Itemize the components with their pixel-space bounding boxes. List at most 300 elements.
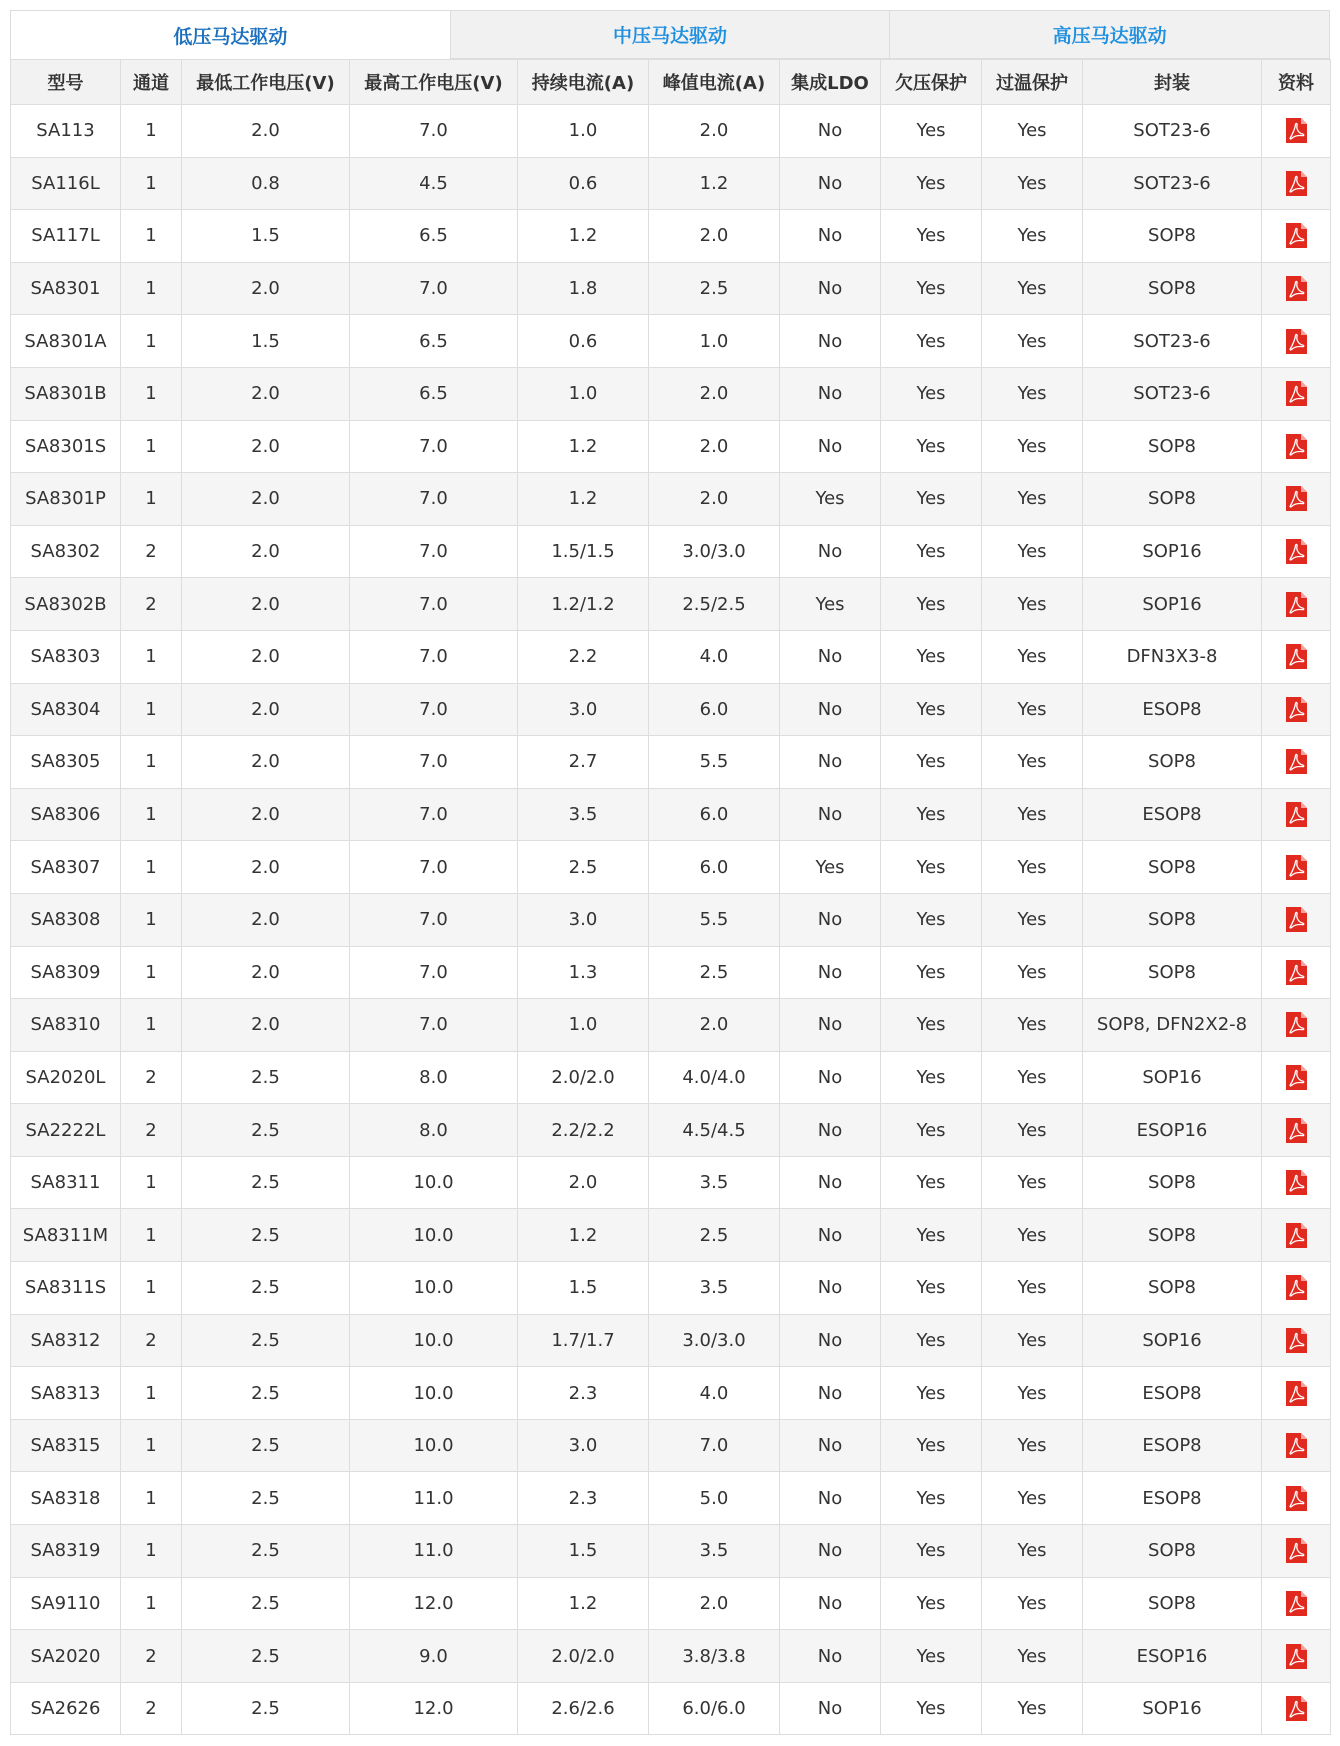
cell-channels: 1 [121,841,182,894]
cell-channels: 1 [121,420,182,473]
cell-thermal-protection: Yes [982,157,1083,210]
cell-peak-current: 6.0/6.0 [649,1682,780,1735]
cell-continuous-current: 3.0 [518,893,649,946]
table-body [11,105,1331,1735]
cell-model: SA8304 [11,683,121,736]
table-row [11,788,1331,841]
cell-uvlo: Yes [881,473,982,526]
cell-channels: 1 [121,262,182,315]
cell-channels: 1 [121,1525,182,1578]
table-row [11,1156,1331,1209]
cell-max-voltage: 7.0 [350,105,518,158]
cell-model: SA8311 [11,1156,121,1209]
pdf-icon[interactable] [1283,801,1310,828]
cell-continuous-current: 1.2 [518,420,649,473]
cell-thermal-protection: Yes [982,1682,1083,1735]
cell-channels: 1 [121,315,182,368]
pdf-icon[interactable] [1283,1011,1310,1038]
cell-thermal-protection: Yes [982,1577,1083,1630]
cell-max-voltage: 7.0 [350,736,518,789]
cell-datasheet [1262,1367,1331,1420]
cell-package: ESOP16 [1083,1630,1262,1683]
cell-peak-current: 3.0/3.0 [649,1314,780,1367]
cell-package: SOP8 [1083,1525,1262,1578]
cell-model: SA8302B [11,578,121,631]
pdf-icon[interactable] [1283,959,1310,986]
cell-continuous-current: 2.0/2.0 [518,1630,649,1683]
cell-integrated-ldo: No [780,210,881,263]
cell-uvlo: Yes [881,578,982,631]
cell-model: SA8301A [11,315,121,368]
cell-channels: 1 [121,999,182,1052]
cell-channels: 1 [121,946,182,999]
pdf-icon[interactable] [1283,906,1310,933]
cell-continuous-current: 2.2/2.2 [518,1104,649,1157]
cell-package: ESOP8 [1083,1419,1262,1472]
cell-integrated-ldo: Yes [780,473,881,526]
cell-continuous-current: 2.0/2.0 [518,1051,649,1104]
cell-max-voltage: 7.0 [350,946,518,999]
cell-datasheet [1262,683,1331,736]
cell-continuous-current: 1.0 [518,105,649,158]
cell-peak-current: 7.0 [649,1419,780,1472]
cell-min-voltage: 1.5 [182,315,350,368]
cell-datasheet [1262,157,1331,210]
table-row [11,946,1331,999]
cell-model: SA8301P [11,473,121,526]
table-row [11,473,1331,526]
cell-min-voltage: 1.5 [182,210,350,263]
table-row [11,367,1331,420]
cell-integrated-ldo: No [780,1051,881,1104]
cell-min-voltage: 2.5 [182,1314,350,1367]
pdf-icon[interactable] [1283,170,1310,197]
cell-max-voltage: 6.5 [350,367,518,420]
cell-min-voltage: 2.0 [182,788,350,841]
cell-continuous-current: 2.5 [518,841,649,894]
cell-peak-current: 2.0 [649,473,780,526]
cell-uvlo: Yes [881,1156,982,1209]
tab-high-voltage[interactable]: 高压马达驱动 [890,10,1330,59]
cell-min-voltage: 2.5 [182,1630,350,1683]
cell-integrated-ldo: No [780,525,881,578]
cell-datasheet [1262,1209,1331,1262]
cell-uvlo: Yes [881,736,982,789]
cell-peak-current: 4.5/4.5 [649,1104,780,1157]
cell-package: ESOP8 [1083,683,1262,736]
cell-continuous-current: 2.2 [518,630,649,683]
tab-medium-voltage[interactable]: 中压马达驱动 [451,10,891,59]
cell-min-voltage: 2.0 [182,420,350,473]
cell-integrated-ldo: No [780,1577,881,1630]
cell-package: SOT23-6 [1083,367,1262,420]
cell-integrated-ldo: No [780,315,881,368]
cell-thermal-protection: Yes [982,946,1083,999]
cell-peak-current: 6.0 [649,683,780,736]
cell-integrated-ldo: Yes [780,578,881,631]
cell-integrated-ldo: No [780,788,881,841]
cell-channels: 1 [121,1367,182,1420]
cell-uvlo: Yes [881,788,982,841]
cell-continuous-current: 1.8 [518,262,649,315]
cell-package: SOP8 [1083,946,1262,999]
table-row [11,736,1331,789]
cell-thermal-protection: Yes [982,841,1083,894]
cell-datasheet [1262,1419,1331,1472]
pdf-icon[interactable] [1283,275,1310,302]
cell-channels: 1 [121,736,182,789]
cell-integrated-ldo: No [780,1367,881,1420]
cell-thermal-protection: Yes [982,1051,1083,1104]
column-header-model: 型号 [11,60,121,105]
cell-max-voltage: 12.0 [350,1682,518,1735]
cell-integrated-ldo: No [780,157,881,210]
column-header-thermal-protection: 过温保护 [982,60,1083,105]
cell-thermal-protection: Yes [982,999,1083,1052]
cell-thermal-protection: Yes [982,1525,1083,1578]
cell-max-voltage: 7.0 [350,683,518,736]
cell-continuous-current: 1.2 [518,1209,649,1262]
table-row [11,315,1331,368]
cell-channels: 1 [121,367,182,420]
cell-integrated-ldo: No [780,1630,881,1683]
cell-package: SOP8 [1083,473,1262,526]
cell-peak-current: 2.0 [649,999,780,1052]
cell-peak-current: 2.5/2.5 [649,578,780,631]
cell-uvlo: Yes [881,683,982,736]
cell-peak-current: 2.0 [649,420,780,473]
cell-datasheet [1262,262,1331,315]
pdf-icon[interactable] [1283,1169,1310,1196]
cell-package: SOT23-6 [1083,315,1262,368]
cell-continuous-current: 2.3 [518,1367,649,1420]
cell-continuous-current: 1.0 [518,999,649,1052]
cell-integrated-ldo: No [780,420,881,473]
cell-package: SOP8 [1083,210,1262,263]
cell-continuous-current: 2.6/2.6 [518,1682,649,1735]
cell-min-voltage: 2.5 [182,1525,350,1578]
cell-uvlo: Yes [881,893,982,946]
cell-uvlo: Yes [881,210,982,263]
cell-continuous-current: 1.2 [518,210,649,263]
cell-package: ESOP8 [1083,1472,1262,1525]
cell-peak-current: 2.5 [649,262,780,315]
cell-continuous-current: 1.5 [518,1262,649,1315]
cell-min-voltage: 2.0 [182,946,350,999]
cell-integrated-ldo: No [780,105,881,158]
cell-channels: 2 [121,525,182,578]
table-row [11,1630,1331,1683]
pdf-icon[interactable] [1283,538,1310,565]
cell-model: SA8301B [11,367,121,420]
table-row [11,1209,1331,1262]
cell-datasheet [1262,1051,1331,1104]
cell-datasheet [1262,1262,1331,1315]
cell-peak-current: 4.0 [649,1367,780,1420]
cell-integrated-ldo: No [780,1314,881,1367]
cell-thermal-protection: Yes [982,1472,1083,1525]
pdf-icon[interactable] [1283,485,1310,512]
cell-continuous-current: 1.2 [518,473,649,526]
cell-peak-current: 3.8/3.8 [649,1630,780,1683]
cell-uvlo: Yes [881,1682,982,1735]
cell-peak-current: 2.5 [649,946,780,999]
cell-package: SOP16 [1083,578,1262,631]
cell-datasheet [1262,578,1331,631]
cell-channels: 1 [121,210,182,263]
cell-max-voltage: 7.0 [350,420,518,473]
cell-thermal-protection: Yes [982,1262,1083,1315]
column-header-integrated-ldo: 集成LDO [780,60,881,105]
cell-thermal-protection: Yes [982,630,1083,683]
cell-datasheet [1262,736,1331,789]
pdf-icon[interactable] [1283,222,1310,249]
cell-package: SOT23-6 [1083,105,1262,158]
cell-package: SOP16 [1083,1682,1262,1735]
pdf-icon[interactable] [1283,433,1310,460]
cell-thermal-protection: Yes [982,1209,1083,1262]
cell-channels: 1 [121,473,182,526]
cell-uvlo: Yes [881,1051,982,1104]
cell-model: SA8308 [11,893,121,946]
cell-continuous-current: 0.6 [518,315,649,368]
table-row [11,630,1331,683]
cell-uvlo: Yes [881,420,982,473]
cell-min-voltage: 2.5 [182,1209,350,1262]
cell-package: DFN3X3-8 [1083,630,1262,683]
pdf-icon[interactable] [1283,1380,1310,1407]
pdf-icon[interactable] [1283,1274,1310,1301]
cell-min-voltage: 2.0 [182,736,350,789]
pdf-icon[interactable] [1283,643,1310,670]
cell-integrated-ldo: No [780,1419,881,1472]
cell-datasheet [1262,788,1331,841]
cell-thermal-protection: Yes [982,1419,1083,1472]
cell-max-voltage: 6.5 [350,315,518,368]
cell-max-voltage: 11.0 [350,1472,518,1525]
cell-channels: 2 [121,1314,182,1367]
cell-max-voltage: 7.0 [350,841,518,894]
cell-integrated-ldo: No [780,736,881,789]
cell-model: SA8311M [11,1209,121,1262]
pdf-icon[interactable] [1283,1485,1310,1512]
cell-thermal-protection: Yes [982,262,1083,315]
cell-min-voltage: 2.0 [182,841,350,894]
cell-thermal-protection: Yes [982,893,1083,946]
table-row [11,210,1331,263]
pdf-icon[interactable] [1283,1327,1310,1354]
table-row [11,525,1331,578]
table-row [11,841,1331,894]
cell-package: SOP8 [1083,1262,1262,1315]
cell-peak-current: 4.0 [649,630,780,683]
pdf-icon[interactable] [1283,1537,1310,1564]
column-header-max-voltage: 最高工作电压(V) [350,60,518,105]
cell-integrated-ldo: No [780,893,881,946]
cell-package: SOP16 [1083,525,1262,578]
cell-continuous-current: 3.5 [518,788,649,841]
cell-model: SA8306 [11,788,121,841]
pdf-icon[interactable] [1283,380,1310,407]
cell-min-voltage: 2.5 [182,1104,350,1157]
cell-integrated-ldo: No [780,1682,881,1735]
pdf-icon[interactable] [1283,696,1310,723]
cell-datasheet [1262,1682,1331,1735]
cell-datasheet [1262,841,1331,894]
cell-max-voltage: 7.0 [350,788,518,841]
cell-thermal-protection: Yes [982,420,1083,473]
pdf-icon[interactable] [1283,1590,1310,1617]
cell-datasheet [1262,210,1331,263]
cell-model: SA8312 [11,1314,121,1367]
cell-package: SOP8 [1083,736,1262,789]
cell-peak-current: 2.0 [649,1577,780,1630]
pdf-icon[interactable] [1283,591,1310,618]
column-header-min-voltage: 最低工作电压(V) [182,60,350,105]
cell-uvlo: Yes [881,262,982,315]
cell-model: SA8301S [11,420,121,473]
cell-max-voltage: 10.0 [350,1262,518,1315]
cell-peak-current: 5.5 [649,736,780,789]
cell-uvlo: Yes [881,525,982,578]
cell-min-voltage: 2.0 [182,262,350,315]
cell-min-voltage: 2.0 [182,999,350,1052]
cell-peak-current: 3.0/3.0 [649,525,780,578]
table-row [11,1472,1331,1525]
cell-uvlo: Yes [881,1367,982,1420]
cell-channels: 1 [121,105,182,158]
cell-integrated-ldo: No [780,999,881,1052]
column-header-continuous-current: 持续电流(A) [518,60,649,105]
cell-integrated-ldo: No [780,1262,881,1315]
table-row [11,999,1331,1052]
product-selector [10,10,1330,1735]
table-row [11,1525,1331,1578]
cell-min-voltage: 2.0 [182,578,350,631]
cell-model: SA8313 [11,1367,121,1420]
cell-package: ESOP16 [1083,1104,1262,1157]
cell-package: SOP8 [1083,420,1262,473]
cell-integrated-ldo: No [780,1156,881,1209]
cell-package: ESOP8 [1083,1367,1262,1420]
cell-continuous-current: 1.5/1.5 [518,525,649,578]
cell-thermal-protection: Yes [982,736,1083,789]
cell-model: SA2020 [11,1630,121,1683]
cell-uvlo: Yes [881,1314,982,1367]
table-row [11,157,1331,210]
cell-max-voltage: 7.0 [350,578,518,631]
pdf-icon[interactable] [1283,1432,1310,1459]
table-row [11,1682,1331,1735]
cell-thermal-protection: Yes [982,367,1083,420]
cell-package: SOP8 [1083,262,1262,315]
pdf-icon[interactable] [1283,1222,1310,1249]
cell-channels: 1 [121,1156,182,1209]
cell-model: SA8301 [11,262,121,315]
cell-package: SOP8 [1083,1209,1262,1262]
cell-min-voltage: 2.5 [182,1577,350,1630]
pdf-icon[interactable] [1283,117,1310,144]
cell-datasheet [1262,1630,1331,1683]
pdf-icon[interactable] [1283,1695,1310,1722]
cell-continuous-current: 2.3 [518,1472,649,1525]
tab-bar [10,10,1330,59]
cell-uvlo: Yes [881,1472,982,1525]
cell-channels: 2 [121,1104,182,1157]
cell-integrated-ldo: No [780,367,881,420]
cell-continuous-current: 1.2 [518,1577,649,1630]
cell-channels: 1 [121,893,182,946]
cell-uvlo: Yes [881,1209,982,1262]
cell-min-voltage: 2.5 [182,1419,350,1472]
cell-package: SOP16 [1083,1314,1262,1367]
cell-max-voltage: 10.0 [350,1209,518,1262]
cell-datasheet [1262,1577,1331,1630]
product-table [10,59,1331,1735]
table-row [11,893,1331,946]
cell-channels: 1 [121,1577,182,1630]
pdf-icon[interactable] [1283,748,1310,775]
cell-model: SA117L [11,210,121,263]
tab-low-voltage[interactable]: 低压马达驱动 [10,10,451,59]
cell-model: SA8303 [11,630,121,683]
cell-max-voltage: 7.0 [350,630,518,683]
table-header-row [11,60,1331,105]
table-row [11,578,1331,631]
cell-model: SA8307 [11,841,121,894]
pdf-icon[interactable] [1283,328,1310,355]
pdf-icon[interactable] [1283,1117,1310,1144]
cell-model: SA8310 [11,999,121,1052]
cell-uvlo: Yes [881,1419,982,1472]
cell-min-voltage: 2.0 [182,367,350,420]
cell-datasheet [1262,999,1331,1052]
cell-package: SOP8 [1083,1156,1262,1209]
cell-min-voltage: 2.5 [182,1262,350,1315]
cell-peak-current: 1.0 [649,315,780,368]
cell-min-voltage: 2.0 [182,105,350,158]
pdf-icon[interactable] [1283,1643,1310,1670]
cell-peak-current: 3.5 [649,1525,780,1578]
pdf-icon[interactable] [1283,854,1310,881]
cell-min-voltage: 2.5 [182,1472,350,1525]
cell-channels: 2 [121,1682,182,1735]
cell-package: SOT23-6 [1083,157,1262,210]
cell-thermal-protection: Yes [982,315,1083,368]
cell-model: SA8302 [11,525,121,578]
cell-max-voltage: 7.0 [350,893,518,946]
cell-datasheet [1262,1314,1331,1367]
cell-uvlo: Yes [881,315,982,368]
cell-channels: 1 [121,1419,182,1472]
cell-thermal-protection: Yes [982,1630,1083,1683]
cell-min-voltage: 0.8 [182,157,350,210]
cell-max-voltage: 7.0 [350,525,518,578]
cell-uvlo: Yes [881,1630,982,1683]
cell-integrated-ldo: No [780,1472,881,1525]
cell-package: SOP8 [1083,841,1262,894]
cell-channels: 2 [121,1630,182,1683]
cell-min-voltage: 2.0 [182,525,350,578]
cell-uvlo: Yes [881,1577,982,1630]
cell-max-voltage: 12.0 [350,1577,518,1630]
cell-continuous-current: 0.6 [518,157,649,210]
cell-model: SA8311S [11,1262,121,1315]
table-row [11,683,1331,736]
pdf-icon[interactable] [1283,1064,1310,1091]
cell-integrated-ldo: Yes [780,841,881,894]
cell-min-voltage: 2.0 [182,473,350,526]
